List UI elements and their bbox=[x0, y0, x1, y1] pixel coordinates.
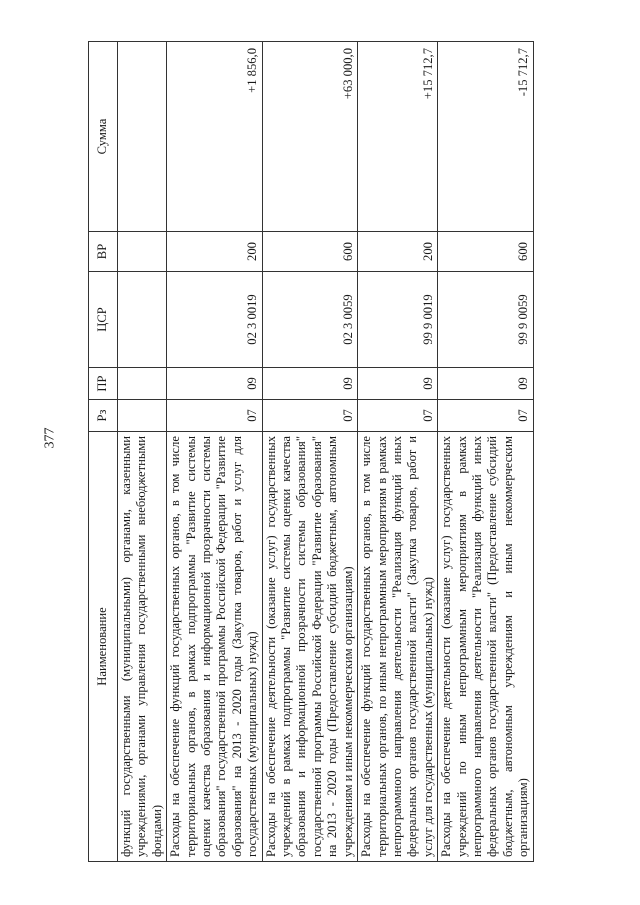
row-name: Расходы на обеспечение функций государственных органов, в том числе территориальных органов, в рамках подпрограммы "Развитие системы оценки качества образования и информационной прозрачности системы образования" государственной программы Российской Федерации "Развитие образования" на 2013 - 2020 годы (Закупка товаров, работ и услуг для государственных (муниципальных) нужд) bbox=[167, 432, 262, 862]
row-pr: 09 bbox=[167, 368, 262, 400]
header-name: Наименование bbox=[89, 432, 118, 862]
row-pr: 09 bbox=[438, 368, 533, 400]
table-header-row bbox=[89, 42, 118, 862]
table-row bbox=[438, 42, 533, 862]
row-name: Расходы на обеспечение деятельности (оказание услуг) государственных учреждений по иным непрограммным мероприятиям в рамках непрограммного направления деятельности "Реализация функций иных федеральных органов государственной власти" (Предоставление субсидий бюджетным, автономным учреждениям и иным некоммерческим организациям) bbox=[438, 432, 533, 862]
row-name: Расходы на обеспечение функций государственных органов, в том числе территориальных органов, по иным непрограммным мероприятиям в рамках непрограммного направления деятельности "Реализация функций иных федеральных органов государственной власти" (Закупка товаров, работ и услуг для государственных (муниципальных) нужд) bbox=[358, 432, 438, 862]
row-sum: +1 856,0 bbox=[167, 42, 262, 232]
row-csr bbox=[118, 272, 167, 368]
row-csr: 02 3 0059 bbox=[262, 272, 357, 368]
row-rz: 07 bbox=[358, 400, 438, 432]
table-row bbox=[167, 42, 262, 862]
header-vr: ВР bbox=[89, 232, 118, 272]
row-vr bbox=[118, 232, 167, 272]
row-sum: +15 712,7 bbox=[358, 42, 438, 232]
row-rz bbox=[118, 400, 167, 432]
header-pr: ПР bbox=[89, 368, 118, 400]
row-rz: 07 bbox=[262, 400, 357, 432]
row-sum bbox=[118, 42, 167, 232]
row-sum: +63 000,0 bbox=[262, 42, 357, 232]
budget-table-sheet bbox=[88, 42, 608, 862]
page-number: 377 bbox=[42, 427, 58, 449]
row-vr: 600 bbox=[438, 232, 533, 272]
header-rz: Рз bbox=[89, 400, 118, 432]
row-csr: 02 3 0019 bbox=[167, 272, 262, 368]
row-rz: 07 bbox=[438, 400, 533, 432]
row-rz: 07 bbox=[167, 400, 262, 432]
row-vr: 600 bbox=[262, 232, 357, 272]
row-name: Расходы на обеспечение деятельности (оказание услуг) государственных учреждений в рамках подпрограммы "Развитие системы оценки качества образования и информационной прозрачности системы образования" государственной программы Российской Федерации "Развитие образования" на 2013 - 2020 годы (Предоставление субсидий бюджетным, автономным учреждениям и иным некоммерческим организациям) bbox=[262, 432, 357, 862]
row-vr: 200 bbox=[167, 232, 262, 272]
row-pr: 09 bbox=[358, 368, 438, 400]
budget-table bbox=[88, 41, 534, 862]
header-sum: Сумма bbox=[89, 42, 118, 232]
row-pr: 09 bbox=[262, 368, 357, 400]
table-row bbox=[118, 42, 167, 862]
row-name: функций государственными (муниципальными) органами, казенными учреждениями, органами управления государственными внебюджетными фондами) bbox=[118, 432, 167, 862]
table-row bbox=[262, 42, 357, 862]
table-row bbox=[358, 42, 438, 862]
row-pr bbox=[118, 368, 167, 400]
row-vr: 200 bbox=[358, 232, 438, 272]
row-csr: 99 9 0059 bbox=[438, 272, 533, 368]
header-csr: ЦСР bbox=[89, 272, 118, 368]
row-csr: 99 9 0019 bbox=[358, 272, 438, 368]
row-sum: -15 712,7 bbox=[438, 42, 533, 232]
